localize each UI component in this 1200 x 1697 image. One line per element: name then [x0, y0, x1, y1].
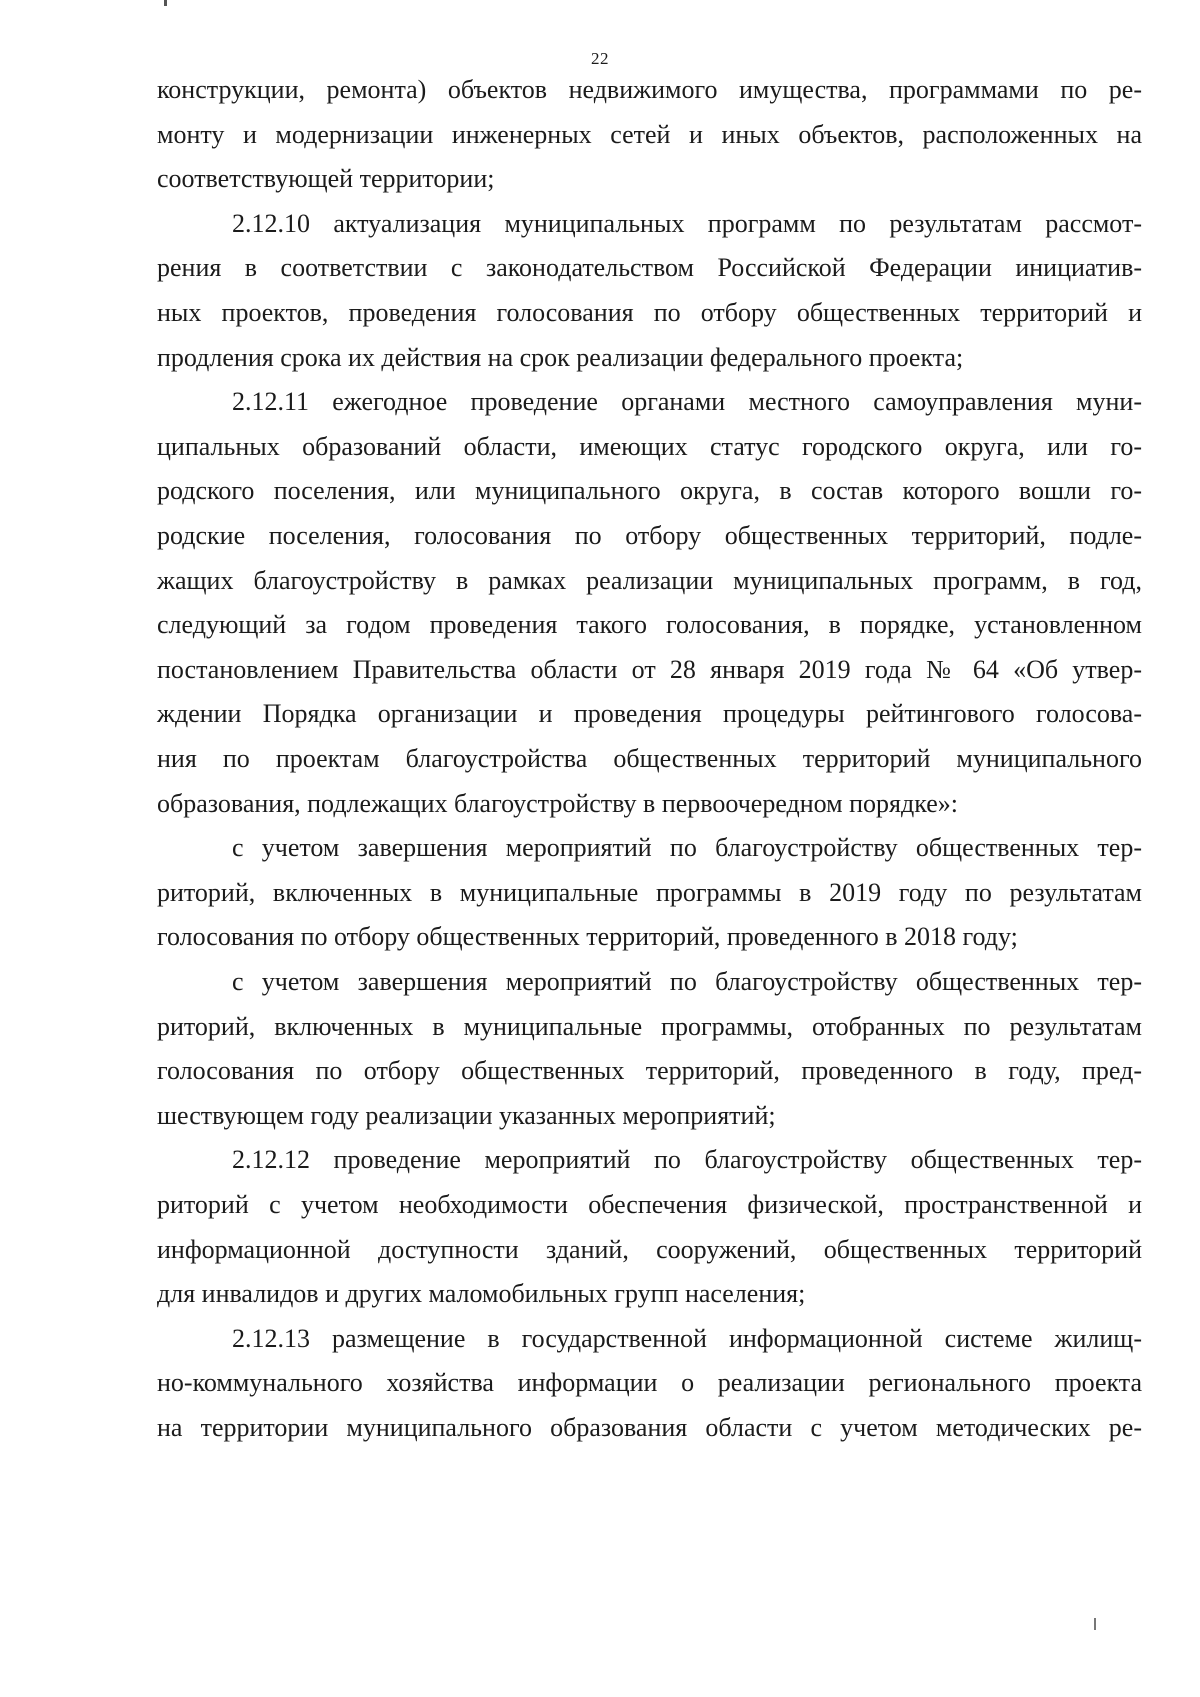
text-line: 2.12.13 размещение в государственной информационной системе жилищ- [232, 1324, 1142, 1353]
text-line: риторий, включенных в муниципальные программы в 2019 году по результатам [157, 878, 1142, 907]
text-line: с учетом завершения мероприятий по благоустройству общественных тер- [232, 833, 1142, 862]
text-line: ных проектов, проведения голосования по отбору общественных территорий и [157, 298, 1142, 327]
text-line: конструкции, ремонта) объектов недвижимого имущества, программами по ре- [157, 75, 1142, 104]
text-line: ния по проектам благоустройства общественных территорий муниципального [157, 744, 1142, 773]
text-line: рения в соответствии с законодательством Российской Федерации инициатив- [157, 253, 1142, 282]
scan-artifact [1094, 1618, 1096, 1630]
text-line: родские поселения, голосования по отбору общественных территорий, подле- [157, 521, 1142, 550]
text-line: с учетом завершения мероприятий по благоустройству общественных тер- [232, 967, 1142, 996]
text-line: шествующем году реализации указанных мероприятий; [157, 1101, 776, 1130]
text-line: ждении Порядка организации и проведения процедуры рейтингового голосова- [157, 699, 1142, 728]
text-line: образования, подлежащих благоустройству в первоочередном порядке»: [157, 789, 958, 818]
text-line: для инвалидов и других маломобильных групп населения; [157, 1279, 806, 1308]
text-line: постановлением Правительства области от 28 января 2019 года № 64 «Об утвер- [157, 655, 1142, 684]
text-line: голосования по отбору общественных территорий, проведенного в 2018 году; [157, 922, 1018, 951]
text-line: 2.12.11 ежегодное проведение органами местного самоуправления муни- [232, 387, 1142, 416]
text-line: соответствующей территории; [157, 164, 495, 193]
scan-artifact [164, 0, 167, 6]
text-line: следующий за годом проведения такого голосования, в порядке, установленном [157, 610, 1142, 639]
text-line: риторий, включенных в муниципальные программы, отобранных по результатам [157, 1012, 1142, 1041]
page-number: 22 [591, 49, 609, 68]
text-line: 2.12.12 проведение мероприятий по благоустройству общественных тер- [232, 1145, 1142, 1174]
text-line: родского поселения, или муниципального округа, в состав которого вошли го- [157, 476, 1142, 505]
text-line: но-коммунального хозяйства информации о реализации регионального проекта [157, 1368, 1142, 1397]
text-line: на территории муниципального образования области с учетом методических ре- [157, 1413, 1142, 1442]
text-line: информационной доступности зданий, сооружений, общественных территорий [157, 1235, 1142, 1264]
text-line: голосования по отбору общественных территорий, проведенного в году, пред- [157, 1056, 1142, 1085]
text-line: 2.12.10 актуализация муниципальных программ по результатам рассмот- [232, 209, 1142, 238]
text-line: риторий с учетом необходимости обеспечения физической, пространственной и [157, 1190, 1142, 1219]
text-line: продления срока их действия на срок реализации федерального проекта; [157, 343, 964, 372]
text-line: ципальных образований области, имеющих статус городского округа, или го- [157, 432, 1142, 461]
text-line: монту и модернизации инженерных сетей и иных объектов, расположенных на [157, 120, 1142, 149]
text-line: жащих благоустройству в рамках реализации муниципальных программ, в год, [157, 566, 1142, 595]
